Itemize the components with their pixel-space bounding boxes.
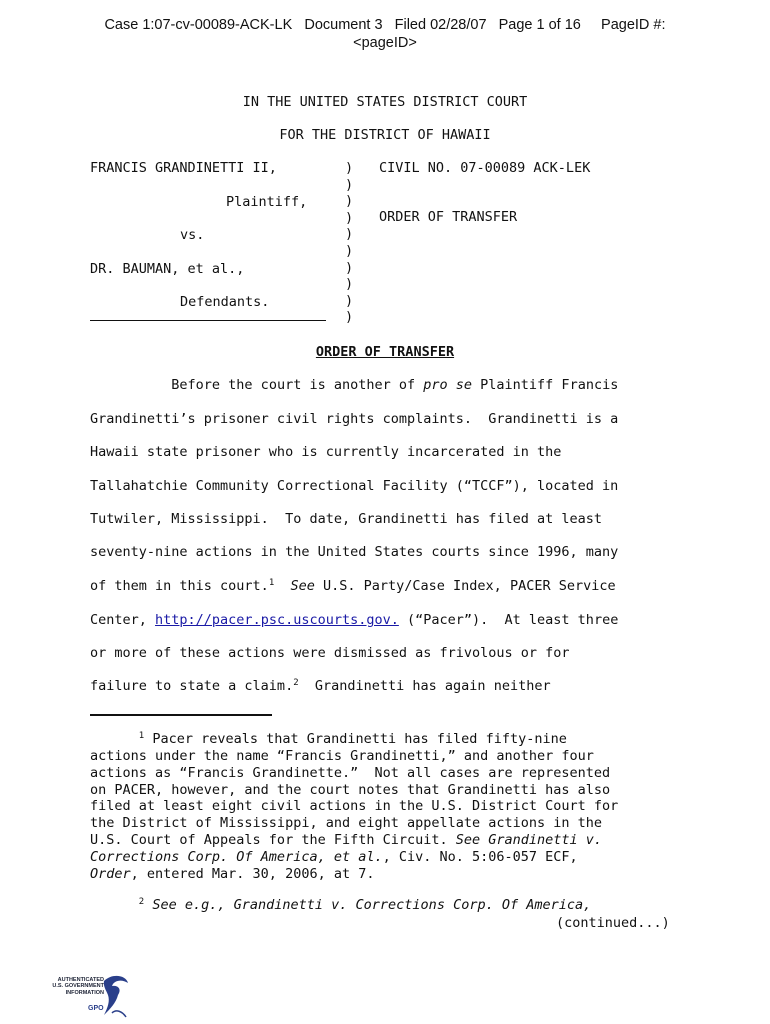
body-line-2: Grandinetti’s prisoner civil rights complaints. Grandinetti is a [90,411,619,427]
body-text: of them in this court. [90,578,269,594]
body-text: Center, [90,612,156,628]
paren: ) [345,176,354,193]
footnote-1-line-9 [90,866,690,882]
logo-gpo-text: GPO [88,1005,104,1012]
body-text: (“Pacer”). At least three [398,612,619,628]
case-header [0,17,770,33]
footnote-text-italic: Corrections Corp. Of America, et al. [90,849,383,865]
footnote-1-line-3: actions as “Francis Grandinette.” Not all cases are represented [90,765,611,781]
body-line-8 [90,612,680,628]
footnote-2-number: 2 [138,897,145,907]
paren: ) [345,209,354,226]
footnote-1-line-4: on PACER, however, and the court notes that Grandinetti has also [90,782,611,798]
civil-number: CIVIL NO. 07-00089 ACK-LEK [379,160,591,176]
footnote-ref-1: 1 [268,578,275,588]
paren: ) [345,193,354,210]
paren: ) [345,292,354,309]
filed-date: Filed 02/28/07 [394,17,487,33]
body-line-6: seventy-nine actions in the United States courts since 1996, many [90,544,619,560]
logo-line: INFORMATION [65,989,104,996]
body-text: Grandinetti has again neither [298,678,551,694]
footnote-text: U.S. Court of Appeals for the Fifth Circuit. [90,832,456,848]
footnote-1-line-8 [90,849,690,865]
body-text: Plaintiff Francis [472,377,619,393]
footnote-text: , Civ. No. 5:06-057 ECF, [382,849,578,865]
page-count: Page 1 of 16 [498,17,581,33]
caption-underline [90,320,326,321]
footnote-text: , entered Mar. 30, 2006, at 7. [130,866,375,882]
footnote-1-line-1 [90,731,690,747]
paren: ) [345,226,354,243]
gpo-authentication-logo [44,973,134,1019]
body-text: failure to state a claim. [90,678,294,694]
defendant-role: Defendants. [180,294,270,310]
case-number: Case 1:07-cv-00089-ACK-LK [104,17,293,33]
footnote-text-italic: See e.g., Grandinetti v. Corrections Corp. Of America, [152,897,592,913]
document-number: Document 3 [304,17,383,33]
logo-line: U.S. GOVERNMENT [52,983,104,990]
body-text: U.S. Party/Case Index, PACER Service [314,578,616,594]
paren: ) [345,259,354,276]
caption-parentheses [345,160,357,326]
body-line-3: Hawaii state prisoner who is currently incarcerated in the [90,444,562,460]
pageid-line [0,35,770,51]
footnote-text-italic: Order [90,866,131,882]
footnote-1-line-5: filed at least eight civil actions in the U.S. District Court for [90,798,619,814]
paren: ) [345,160,354,176]
body-text: Before the court is another of [171,377,424,393]
footnote-1-line-7 [90,832,690,848]
paren: ) [345,242,354,259]
body-line-10 [90,678,680,694]
footnote-text-italic: See Grandinetti v. [455,832,603,848]
plaintiff-name: FRANCIS GRANDINETTI II, [90,160,277,176]
body-line-7 [90,578,680,594]
footnote-ref-2: 2 [293,678,299,688]
paren: ) [345,309,354,326]
body-line-5: Tutwiler, Mississippi. To date, Grandinetti has filed at least [90,511,603,527]
body-text-italic: See [274,578,315,594]
logo-line: AUTHENTICATED [57,977,104,983]
eagle-icon [100,973,132,1019]
court-name: IN THE UNITED STATES DISTRICT COURT [242,94,528,110]
footnote-text: Pacer reveals that Grandinetti has filed fifty-nine [144,731,567,747]
footnote-1-line-6: the District of Mississippi, and eight appellate actions in the [90,815,603,831]
court-district: FOR THE DISTRICT OF HAWAII [279,127,491,143]
defendant-name: DR. BAUMAN, et al., [90,261,245,277]
versus: vs. [180,227,205,243]
pageid-value: <pageID> [353,35,417,51]
caption-doc-title: ORDER OF TRANSFER [379,209,518,225]
body-line-9: or more of these actions were dismissed as frivolous or for [90,645,570,661]
pacer-link[interactable]: http://pacer.psc.uscourts.gov. [155,612,399,628]
body-line-4: Tallahatchie Community Correctional Facility (“TCCF”), located in [90,478,619,494]
footnote-continued: (continued...) [556,915,670,931]
footnote-separator [90,714,272,716]
footnote-1-number: 1 [138,731,145,741]
body-text-italic: pro se [423,377,473,393]
pageid-label: PageID #: [601,17,666,33]
paren: ) [345,276,354,293]
footnote-1-line-2: actions under the name “Francis Grandinetti,” and another four [90,748,594,764]
footnote-2-line-1 [90,897,690,913]
body-line-1 [90,377,680,393]
plaintiff-role: Plaintiff, [226,194,308,210]
order-title: ORDER OF TRANSFER [315,344,455,360]
logo-text [44,977,104,996]
